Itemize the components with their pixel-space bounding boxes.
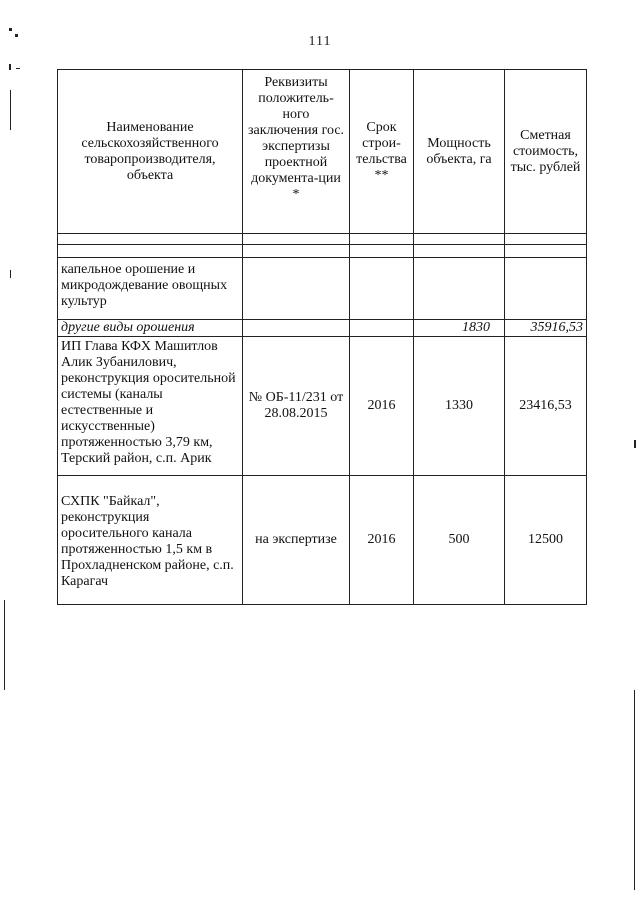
- arik-requisites: № ОБ-11/231 от 28.08.2015: [243, 337, 350, 476]
- subtotal-cost: 35916,53: [505, 320, 587, 337]
- table-row: [58, 245, 587, 258]
- empty-cell: [243, 258, 350, 320]
- scan-artifact: [9, 64, 11, 70]
- table-row: [58, 476, 587, 605]
- scan-artifact: [634, 690, 635, 890]
- header-name: Наименование сельскохозяйственного товаропроизводителя, объекта: [58, 70, 243, 234]
- empty-cell: [350, 245, 414, 258]
- empty-cell: [350, 258, 414, 320]
- scan-artifact: [634, 440, 636, 448]
- baikal-cost: 12500: [505, 476, 587, 605]
- empty-cell: [243, 245, 350, 258]
- header-cost: Сметная стоимость, тыс. рублей: [505, 70, 587, 234]
- arik-term: 2016: [350, 337, 414, 476]
- empty-cell: [414, 258, 505, 320]
- table-row-drip: [58, 258, 587, 320]
- baikal-requisites: на экспертизе: [243, 476, 350, 605]
- baikal-name: СХПК "Байкал", реконструкция оросительного канала протяженностью 1,5 км в Прохладненском районе, с.п. Карагач: [58, 476, 243, 605]
- empty-cell: [243, 320, 350, 337]
- empty-cell: [505, 245, 587, 258]
- header-requisites: Реквизиты положитель-ного заключения гос. экспертизы проектной документа-ции *: [243, 70, 350, 234]
- scan-artifact: [15, 34, 18, 37]
- page-number: 111: [308, 34, 332, 49]
- baikal-term: 2016: [350, 476, 414, 605]
- construction-table: [57, 69, 587, 605]
- table-header-row: [58, 70, 587, 234]
- subtotal-capacity: 1830: [414, 320, 505, 337]
- empty-cell: [505, 234, 587, 245]
- scan-artifact: [10, 90, 11, 130]
- header-term: Срок строи-тельства **: [350, 70, 414, 234]
- arik-cost: 23416,53: [505, 337, 587, 476]
- subtotal-label: другие виды орошения: [58, 320, 243, 337]
- arik-name: ИП Глава КФХ Машитлов Алик Зубанилович, реконструкция оросительной системы (каналы естественные и искусственные) протяженностью 3,79 км, Терский район, с.п. Арик: [58, 337, 243, 476]
- baikal-capacity: 500: [414, 476, 505, 605]
- header-capacity: Мощность объекта, га: [414, 70, 505, 234]
- drip-name-text: капельное орошение и микродождевание овощных культур: [61, 262, 228, 309]
- scan-artifact: [10, 270, 11, 278]
- scan-artifact: [9, 28, 12, 31]
- scan-artifact: [16, 68, 20, 69]
- arik-capacity: 1330: [414, 337, 505, 476]
- empty-cell: [414, 245, 505, 258]
- table-row-subtotal: [58, 320, 587, 337]
- empty-cell: [58, 234, 243, 245]
- drip-name: [58, 258, 243, 320]
- table-row: [58, 337, 587, 476]
- empty-cell: [414, 234, 505, 245]
- empty-cell: [58, 245, 243, 258]
- empty-cell: [505, 258, 587, 320]
- empty-cell: [350, 320, 414, 337]
- empty-cell: [243, 234, 350, 245]
- empty-cell: [350, 234, 414, 245]
- table-row-spacer: [58, 234, 587, 245]
- scan-artifact: [4, 600, 5, 690]
